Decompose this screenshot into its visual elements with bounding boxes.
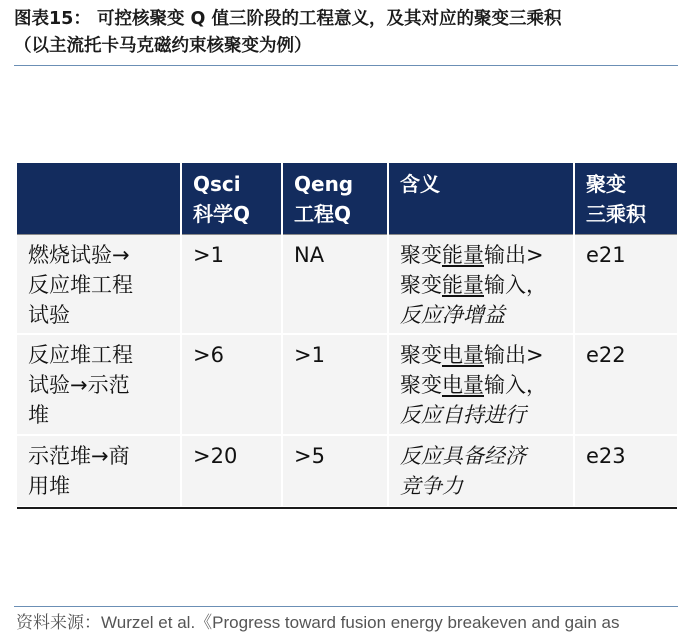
table-row bbox=[17, 234, 677, 334]
meaning-underlined: 能量 bbox=[442, 242, 484, 267]
triple-product-cell: e22 bbox=[574, 334, 677, 435]
meaning-cell bbox=[388, 334, 574, 435]
stage-cell: 示范堆→商 用堆 bbox=[17, 435, 181, 507]
meaning-text: 输出> bbox=[484, 242, 544, 267]
q-value-table bbox=[17, 163, 677, 508]
header-meaning: 含义 bbox=[388, 163, 574, 234]
meaning-text: 聚变 bbox=[400, 373, 442, 397]
table-row bbox=[17, 435, 677, 507]
meaning-text: 聚变 bbox=[400, 343, 442, 367]
meaning-line: 反应具备经济 bbox=[400, 444, 526, 468]
header-qeng bbox=[282, 163, 388, 234]
meaning-line bbox=[400, 270, 565, 300]
header-triple-line-2: 三乘积 bbox=[586, 202, 646, 226]
triple-product-cell: e23 bbox=[574, 435, 677, 507]
figure-title-line-2: （以主流托卡马克磁约束核聚变为例） bbox=[14, 36, 312, 56]
meaning-line bbox=[400, 340, 565, 370]
header-qeng-label: 工程Q bbox=[294, 202, 352, 226]
source-divider bbox=[14, 606, 678, 607]
meaning-text: 输入， bbox=[484, 373, 547, 397]
header-triple-line-1: 聚变 bbox=[586, 172, 626, 196]
header-qsci bbox=[181, 163, 282, 234]
stage-cell: 燃烧试验→ 反应堆工程 试验 bbox=[17, 234, 181, 334]
meaning-text: 输出> bbox=[484, 343, 544, 367]
meaning-text: 输入， bbox=[484, 272, 547, 297]
table-row bbox=[17, 334, 677, 435]
meaning-underlined: 电量 bbox=[442, 373, 484, 397]
meaning-cell bbox=[388, 234, 574, 334]
source-note: 资料来源：Wurzel et al.《Progress toward fusion energy breakeven and gain as bbox=[16, 613, 620, 632]
meaning-underlined: 能量 bbox=[442, 272, 484, 297]
meaning-text: 聚变 bbox=[400, 242, 442, 267]
qsci-cell: >20 bbox=[181, 435, 282, 507]
meaning-cell bbox=[388, 435, 574, 507]
header-stage bbox=[17, 163, 181, 234]
figure-title bbox=[14, 6, 690, 60]
table-bottom-rule bbox=[17, 507, 677, 509]
meaning-line bbox=[400, 240, 565, 270]
qsci-cell: >1 bbox=[181, 234, 282, 334]
stage-cell: 反应堆工程 试验→示范 堆 bbox=[17, 334, 181, 435]
qeng-cell: >5 bbox=[282, 435, 388, 507]
table-header-row bbox=[17, 163, 677, 234]
meaning-line: 反应自持进行 bbox=[400, 403, 526, 427]
title-divider bbox=[14, 65, 678, 66]
header-triple-product bbox=[574, 163, 677, 234]
figure-title-line-1: 图表15： 可控核聚变 Q 值三阶段的工程意义，及其对应的聚变三乘积 bbox=[14, 9, 562, 29]
header-qsci-symbol: Qsci bbox=[193, 172, 241, 196]
triple-product-cell: e21 bbox=[574, 234, 677, 334]
qeng-cell: NA bbox=[282, 234, 388, 334]
meaning-line: 反应净增益 bbox=[400, 302, 505, 327]
meaning-line: 竞争力 bbox=[400, 474, 463, 498]
meaning-text: 聚变 bbox=[400, 272, 442, 297]
header-qsci-label: 科学Q bbox=[193, 202, 251, 226]
meaning-underlined: 电量 bbox=[442, 343, 484, 367]
header-qeng-symbol: Qeng bbox=[294, 172, 354, 196]
qsci-cell: >6 bbox=[181, 334, 282, 435]
qeng-cell: >1 bbox=[282, 334, 388, 435]
meaning-line bbox=[400, 370, 565, 400]
